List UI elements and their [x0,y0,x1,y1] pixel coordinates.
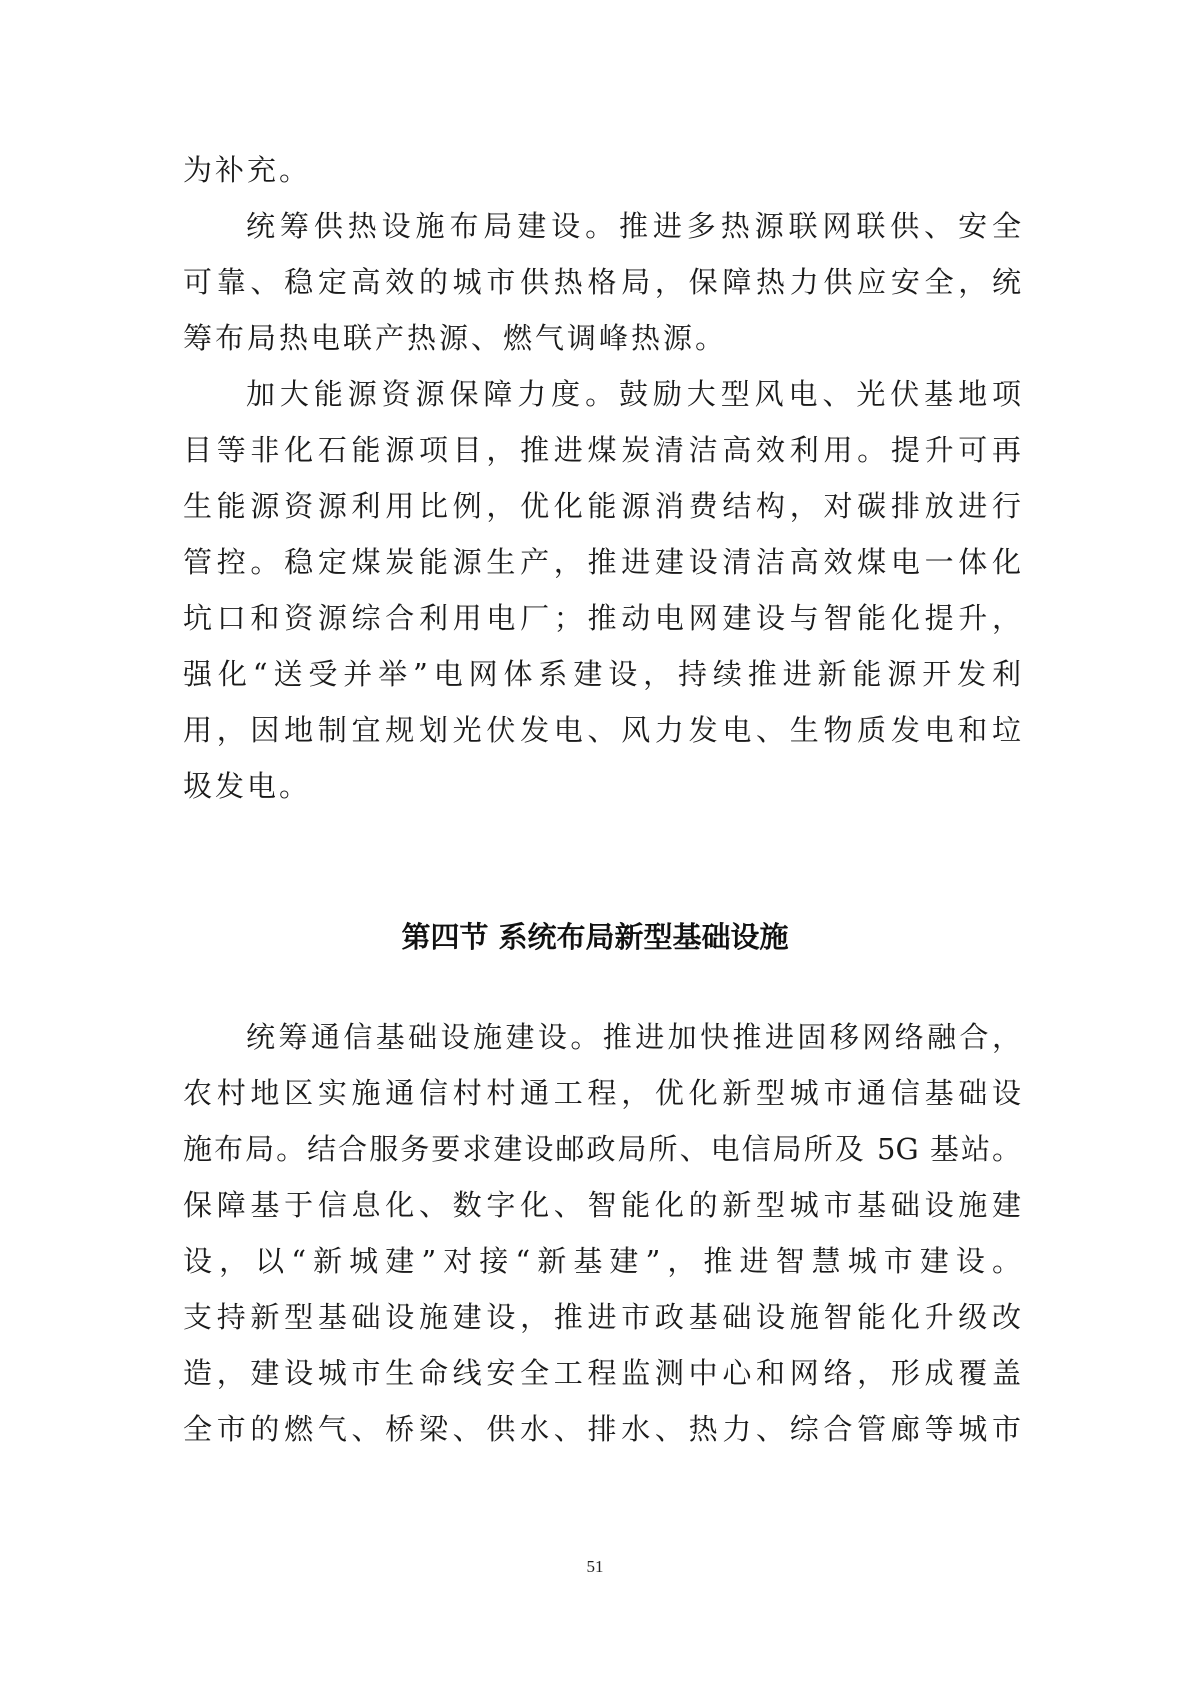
paragraph-line: 坑口和资源综合利用电厂；推动电网建设与智能化提升， [183,601,1021,635]
paragraph-line: 管控。稳定煤炭能源生产，推进建设清洁高效煤电一体化 [183,545,1021,579]
paragraph-line: 农村地区实施通信村村通工程，优化新型城市通信基础设 [183,1076,1021,1110]
paragraph-line: 统筹通信基础设施建设。推进加快推进固移网络融合， [246,1020,1021,1054]
paragraph-line: 造，建设城市生命线安全工程监测中心和网络，形成覆盖 [183,1356,1021,1390]
paragraph-line: 强化“送受并举”电网体系建设，持续推进新能源开发利 [183,657,1021,691]
paragraph-line: 可靠、稳定高效的城市供热格局，保障热力供应安全，统 [183,265,1021,299]
paragraph-line: 保障基于信息化、数字化、智能化的新型城市基础设施建 [183,1188,1021,1222]
paragraph-line: 统筹供热设施布局建设。推进多热源联网联供、安全 [246,209,1021,243]
paragraph-line: 用，因地制宜规划光伏发电、风力发电、生物质发电和垃 [183,713,1021,747]
paragraph-line: 施布局。结合服务要求建设邮政局所、电信局所及 5G 基站。 [183,1132,1021,1166]
paragraph-line: 筹布局热电联产热源、燃气调峰热源。 [183,321,728,355]
paragraph-line: 圾发电。 [183,769,312,803]
paragraph-line: 设，以“新城建”对接“新基建”，推进智慧城市建设。 [183,1244,1021,1278]
paragraph-line: 全市的燃气、桥梁、供水、排水、热力、综合管廊等城市 [183,1412,1021,1446]
section-heading: 第四节 系统布局新型基础设施 [401,920,789,954]
paragraph-line: 支持新型基础设施建设，推进市政基础设施智能化升级改 [183,1300,1021,1334]
paragraph-line: 生能源资源利用比例，优化能源消费结构，对碳排放进行 [183,489,1021,523]
paragraph-line: 目等非化石能源项目，推进煤炭清洁高效利用。提升可再 [183,433,1021,467]
paragraph-line: 为补充。 [183,153,312,187]
page-number: 51 [586,1557,604,1576]
paragraph-line: 加大能源资源保障力度。鼓励大型风电、光伏基地项 [246,377,1021,411]
